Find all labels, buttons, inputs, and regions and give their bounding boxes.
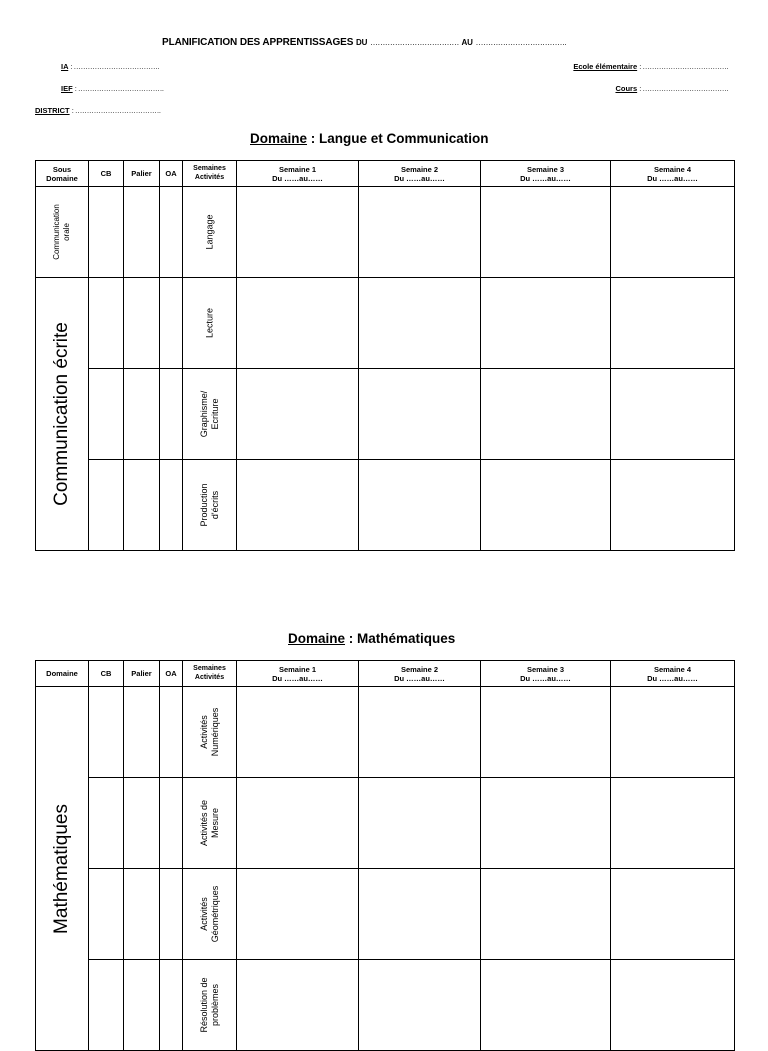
palier-cell[interactable] — [124, 460, 160, 551]
week2-cell[interactable] — [359, 369, 481, 460]
week-dates: Du ……au…… — [520, 173, 571, 183]
palier-cell[interactable] — [124, 960, 160, 1051]
sous-domaine-ecrite: Communication écrite — [51, 322, 72, 506]
week4-cell[interactable] — [611, 960, 735, 1051]
cb-cell[interactable] — [89, 187, 124, 278]
col-oa: OA — [160, 661, 183, 687]
palier-cell[interactable] — [124, 687, 160, 778]
col-sous-domaine-line1: Sous — [52, 164, 72, 174]
cours-field — [615, 84, 728, 93]
oa-cell[interactable] — [160, 460, 183, 551]
activity-mesure — [199, 800, 221, 846]
ief-field — [61, 84, 164, 93]
activity-cell — [183, 869, 237, 960]
domaine2-label: Domaine — [288, 631, 346, 646]
week3-cell[interactable] — [481, 278, 611, 369]
domaine-math-cell — [36, 687, 89, 1051]
col-semaine-1 — [237, 161, 359, 187]
oa-cell[interactable] — [160, 687, 183, 778]
week1-cell[interactable] — [237, 278, 359, 369]
sous-domaine-ecrite-cell — [36, 278, 89, 551]
du-label: DU — [355, 38, 368, 47]
activity-cell — [183, 778, 237, 869]
activity-line1: Résolution de — [198, 977, 209, 1033]
week1-cell[interactable] — [237, 778, 359, 869]
cb-cell[interactable] — [89, 460, 124, 551]
week-name: Semaine 1 — [278, 164, 317, 174]
week1-cell[interactable] — [237, 187, 359, 278]
week-name: Semaine 2 — [400, 164, 439, 174]
activity-line1: Graphisme/ — [198, 390, 209, 438]
oa-cell[interactable] — [160, 187, 183, 278]
activity-line2: d'écrits — [209, 490, 220, 520]
activity-cell — [183, 687, 237, 778]
palier-cell[interactable] — [124, 187, 160, 278]
col-semaines-activites — [183, 161, 237, 187]
week4-cell[interactable] — [611, 187, 735, 278]
activity-cell — [183, 278, 237, 369]
table-row — [36, 687, 735, 778]
cb-cell[interactable] — [89, 369, 124, 460]
document-title — [162, 37, 566, 48]
activity-cell — [183, 369, 237, 460]
palier-cell[interactable] — [124, 369, 160, 460]
math-planning-table — [35, 660, 735, 1051]
week-name: Semaine 3 — [526, 664, 565, 674]
table-row — [36, 869, 735, 960]
langue-planning-table — [35, 160, 735, 551]
week4-cell[interactable] — [611, 687, 735, 778]
col-semaine-1 — [237, 661, 359, 687]
week-dates: Du ……au…… — [647, 173, 698, 183]
col-semaine-3 — [481, 161, 611, 187]
table-row — [36, 187, 735, 278]
oa-cell[interactable] — [160, 778, 183, 869]
week4-cell[interactable] — [611, 369, 735, 460]
ia-label: IA — [61, 62, 69, 71]
week-dates: Du ……au…… — [272, 673, 323, 683]
activity-line1: Activités de — [198, 799, 209, 847]
du-dots: ……………………………… — [370, 38, 459, 47]
cours-value: : ………………………………. — [639, 84, 728, 93]
oa-cell[interactable] — [160, 278, 183, 369]
activity-line2: Géométriques — [209, 885, 220, 943]
activity-cell — [183, 187, 237, 278]
col-sous-domaine — [36, 161, 89, 187]
week1-cell[interactable] — [237, 687, 359, 778]
week3-cell[interactable] — [481, 960, 611, 1051]
ief-value: : ………………………………. — [74, 84, 164, 93]
domaine1-label: Domaine — [250, 131, 308, 146]
week1-cell[interactable] — [237, 869, 359, 960]
activity-line1: Langage — [204, 214, 214, 250]
week3-cell[interactable] — [481, 187, 611, 278]
table2-header-row — [36, 661, 735, 687]
district-field — [35, 106, 160, 115]
table-row — [36, 369, 735, 460]
activity-cell — [183, 960, 237, 1051]
sous-domaine-oral — [52, 204, 72, 260]
ia-value: : ………………………………. — [70, 62, 160, 71]
domaine2-name: : Mathématiques — [348, 631, 456, 646]
col-semaine-3 — [481, 661, 611, 687]
activity-line1: Activités — [198, 897, 209, 931]
activity-line2: Ecriture — [209, 398, 220, 430]
activity-line2: Numériques — [209, 707, 220, 757]
col-semaines-label: Semaines — [193, 665, 226, 672]
week1-cell[interactable] — [237, 460, 359, 551]
activity-production — [199, 483, 221, 526]
week-name: Semaine 4 — [653, 164, 692, 174]
ecole-field — [573, 62, 728, 71]
week-dates: Du ……au…… — [272, 173, 323, 183]
district-label: DISTRICT — [35, 106, 70, 115]
table-row — [36, 960, 735, 1051]
domaine2-title — [288, 631, 455, 646]
ia-field — [61, 62, 159, 71]
cb-cell[interactable] — [89, 278, 124, 369]
activity-line1: Lecture — [204, 307, 214, 339]
district-value: : ………………………………. — [71, 106, 161, 115]
palier-cell[interactable] — [124, 778, 160, 869]
col-semaine-4 — [611, 161, 735, 187]
ecole-label: Ecole élémentaire — [573, 62, 638, 71]
activity-langage — [204, 214, 215, 249]
cb-cell[interactable] — [89, 960, 124, 1051]
activity-line2: Mesure — [209, 808, 220, 839]
week3-cell[interactable] — [481, 869, 611, 960]
cb-cell[interactable] — [89, 687, 124, 778]
col-semaines-label: Semaines — [193, 165, 226, 172]
col-semaines-activites — [183, 661, 237, 687]
week2-cell[interactable] — [359, 869, 481, 960]
table-row — [36, 460, 735, 551]
week1-cell[interactable] — [237, 369, 359, 460]
cb-cell[interactable] — [89, 869, 124, 960]
week-name: Semaine 4 — [653, 664, 692, 674]
week3-cell[interactable] — [481, 460, 611, 551]
activity-cell — [183, 460, 237, 551]
au-dots: ………………………………. — [475, 38, 566, 47]
palier-cell[interactable] — [124, 278, 160, 369]
week3-cell[interactable] — [481, 369, 611, 460]
week4-cell[interactable] — [611, 278, 735, 369]
ecole-value: : ………………………………. — [639, 62, 728, 71]
oa-cell[interactable] — [160, 869, 183, 960]
cours-label: Cours — [615, 84, 638, 93]
domaine1-title — [250, 131, 489, 146]
week2-cell[interactable] — [359, 960, 481, 1051]
week2-cell[interactable] — [359, 187, 481, 278]
col-domaine: Domaine — [36, 661, 89, 687]
week1-cell[interactable] — [237, 960, 359, 1051]
activity-numeriques — [199, 708, 221, 757]
col-activites-label: Activités — [194, 673, 225, 681]
week-dates: Du ……au…… — [394, 673, 445, 683]
title-text: PLANIFICATION DES APPRENTISSAGES — [162, 37, 354, 48]
activity-line1: Activités — [198, 715, 209, 749]
col-oa: OA — [160, 161, 183, 187]
week4-cell[interactable] — [611, 778, 735, 869]
week4-cell[interactable] — [611, 869, 735, 960]
week-name: Semaine 2 — [400, 664, 439, 674]
domaine-math: Mathématiques — [51, 803, 72, 934]
oa-cell[interactable] — [160, 369, 183, 460]
col-activites-label: Activités — [194, 173, 225, 181]
activity-geometriques — [199, 886, 221, 943]
activity-line2: problèmes — [209, 983, 220, 1027]
col-cb: CB — [89, 661, 124, 687]
col-semaine-2 — [359, 161, 481, 187]
activity-line1: Production — [198, 483, 209, 527]
sous-domaine-oral-line2: orale — [62, 223, 71, 241]
week3-cell[interactable] — [481, 778, 611, 869]
au-label: AU — [461, 38, 473, 47]
sous-domaine-oral-cell — [36, 187, 89, 278]
week-dates: Du ……au…… — [394, 173, 445, 183]
activity-resolution — [199, 977, 221, 1032]
activity-lecture — [204, 308, 215, 338]
week2-cell[interactable] — [359, 278, 481, 369]
week2-cell[interactable] — [359, 778, 481, 869]
col-semaine-4 — [611, 661, 735, 687]
table-row — [36, 778, 735, 869]
week-dates: Du ……au…… — [520, 673, 571, 683]
week2-cell[interactable] — [359, 460, 481, 551]
week-dates: Du ……au…… — [647, 673, 698, 683]
cb-cell[interactable] — [89, 778, 124, 869]
col-cb: CB — [89, 161, 124, 187]
col-sous-domaine-line2: Domaine — [46, 173, 78, 183]
oa-cell[interactable] — [160, 960, 183, 1051]
col-semaine-2 — [359, 661, 481, 687]
week-name: Semaine 3 — [526, 164, 565, 174]
week2-cell[interactable] — [359, 687, 481, 778]
ief-label: IEF — [61, 84, 73, 93]
week3-cell[interactable] — [481, 687, 611, 778]
sous-domaine-oral-line1: Communication — [52, 204, 61, 260]
table1-header-row — [36, 161, 735, 187]
col-palier: Palier — [124, 161, 160, 187]
palier-cell[interactable] — [124, 869, 160, 960]
col-palier: Palier — [124, 661, 160, 687]
week-name: Semaine 1 — [278, 664, 317, 674]
domaine1-name: : Langue et Communication — [310, 131, 489, 146]
table-row — [36, 278, 735, 369]
week4-cell[interactable] — [611, 460, 735, 551]
activity-graphisme — [199, 391, 221, 438]
